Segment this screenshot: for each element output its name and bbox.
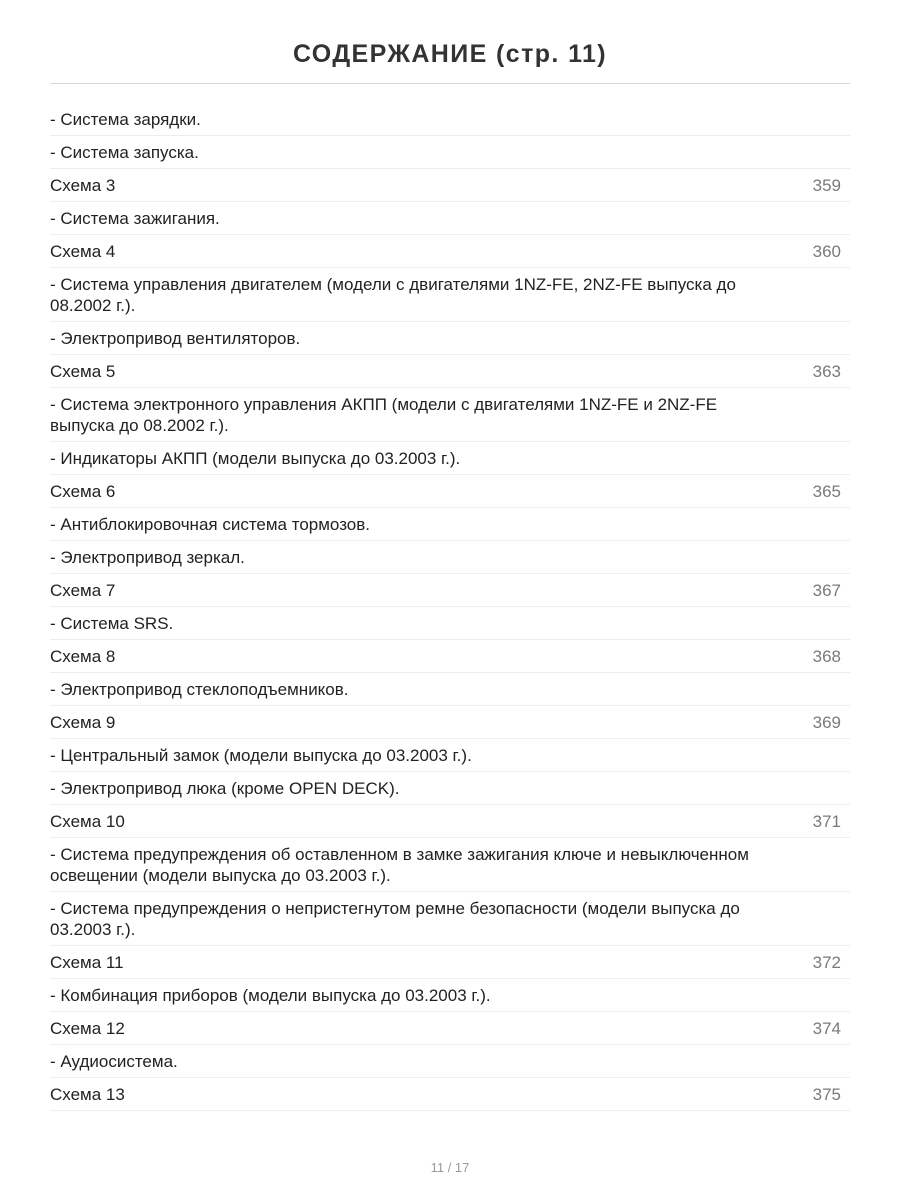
- toc-entry-text: - Система зажигания.: [50, 209, 220, 228]
- toc-entry-text: - Электропривод вентиляторов.: [50, 329, 301, 348]
- toc-page-number: 374: [812, 1019, 841, 1038]
- toc-entry-text: - Система предупреждения о непристегнутом ремне безопасности (модели выпуска до 03.2003 г.).: [50, 899, 740, 939]
- toc-entry-text: Схема 9: [50, 713, 116, 732]
- toc-page-number: 365: [812, 482, 841, 501]
- toc-row: [50, 640, 850, 673]
- toc-entry-text: - Комбинация приборов (модели выпуска до 03.2003 г.).: [50, 986, 491, 1005]
- toc-row: [50, 475, 850, 508]
- toc-page-number: 369: [812, 713, 841, 732]
- toc-entry-text: - Система зарядки.: [50, 110, 201, 129]
- toc-entry-text: Схема 7: [50, 581, 116, 600]
- toc-entry-text: - Система управления двигателем (модели с двигателями 1NZ-FE, 2NZ-FE выпуска до 08.2002 г.).: [50, 275, 736, 315]
- page-indicator: 11 / 17: [430, 1160, 470, 1175]
- toc-page-number: 367: [812, 581, 841, 600]
- toc-entry-text: Схема 3: [50, 176, 116, 195]
- toc-row: [50, 805, 850, 838]
- toc-row: [50, 235, 850, 268]
- toc-entry-text: Схема 5: [50, 362, 116, 381]
- toc-page-number: 368: [812, 647, 841, 666]
- toc-row: [50, 1078, 850, 1111]
- toc-entry-text: Схема 13: [50, 1085, 125, 1104]
- toc-entry-text: Схема 12: [50, 1019, 125, 1038]
- title-divider: [50, 83, 850, 84]
- toc-row: [50, 607, 850, 640]
- toc-row: [50, 103, 850, 136]
- toc-page-number: 360: [812, 242, 841, 261]
- toc-entry-text: Схема 6: [50, 482, 116, 501]
- toc-row: [50, 946, 850, 979]
- page-title: СОДЕРЖАНИЕ (стр. 11): [292, 40, 608, 68]
- toc-entry-text: - Система электронного управления АКПП (модели с двигателями 1NZ-FE и 2NZ-FE выпуска до 08.2002 г.).: [50, 395, 718, 435]
- toc-entry-text: Схема 8: [50, 647, 116, 666]
- toc-row: [50, 706, 850, 739]
- toc-row: [50, 838, 850, 892]
- toc-page-number: 371: [812, 812, 841, 831]
- toc-row: [50, 169, 850, 202]
- table-of-contents: [50, 103, 850, 1111]
- toc-row: [50, 673, 850, 706]
- toc-page-number: 375: [812, 1085, 841, 1104]
- toc-entry-text: - Антиблокировочная система тормозов.: [50, 515, 371, 534]
- toc-entry-text: Схема 10: [50, 812, 125, 831]
- toc-page-number: 359: [812, 176, 841, 195]
- toc-row: [50, 739, 850, 772]
- toc-row: [50, 322, 850, 355]
- toc-entry-text: Схема 4: [50, 242, 116, 261]
- toc-row: [50, 508, 850, 541]
- toc-entry-text: - Система запуска.: [50, 143, 199, 162]
- toc-page-number: 372: [812, 953, 841, 972]
- toc-row: [50, 979, 850, 1012]
- toc-row: [50, 355, 850, 388]
- toc-row: [50, 1045, 850, 1078]
- toc-row: [50, 541, 850, 574]
- toc-entry-text: Схема 11: [50, 953, 124, 972]
- toc-entry-text: - Электропривод стеклоподъемников.: [50, 680, 349, 699]
- toc-row: [50, 574, 850, 607]
- toc-row: [50, 388, 850, 442]
- toc-entry-text: - Система SRS.: [50, 614, 174, 633]
- toc-entry-text: - Электропривод зеркал.: [50, 548, 245, 567]
- toc-row: [50, 772, 850, 805]
- toc-row: [50, 268, 850, 322]
- toc-row: [50, 1012, 850, 1045]
- toc-row: [50, 202, 850, 235]
- toc-entry-text: - Система предупреждения об оставленном в замке зажигания ключе и невыключенном освещении (модели выпуска до 03.2003 г.).: [50, 845, 749, 885]
- toc-row: [50, 442, 850, 475]
- toc-entry-text: - Электропривод люка (кроме OPEN DECK).: [50, 779, 400, 798]
- toc-row: [50, 892, 850, 946]
- toc-entry-text: - Центральный замок (модели выпуска до 03.2003 г.).: [50, 746, 472, 765]
- toc-entry-text: - Индикаторы АКПП (модели выпуска до 03.2003 г.).: [50, 449, 461, 468]
- toc-row: [50, 136, 850, 169]
- toc-entry-text: - Аудиосистема.: [50, 1052, 178, 1071]
- toc-page-number: 363: [812, 362, 841, 381]
